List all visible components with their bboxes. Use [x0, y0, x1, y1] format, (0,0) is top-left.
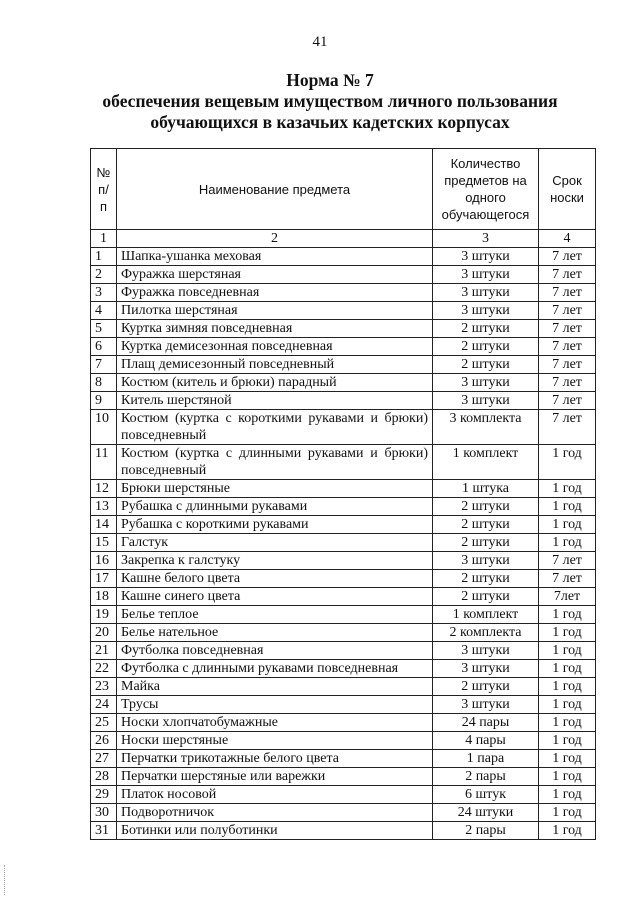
item-name: Закрепка к галстуку	[117, 552, 433, 570]
table-row	[91, 320, 596, 338]
item-name: Носки шерстяные	[117, 732, 433, 750]
item-term: 1 год	[539, 498, 596, 516]
table-row	[91, 822, 596, 840]
item-term: 1 год	[539, 445, 596, 480]
item-name: Футболка повседневная	[117, 642, 433, 660]
item-term: 7 лет	[539, 284, 596, 302]
item-name: Шапка-ушанка меховая	[117, 248, 433, 266]
item-quantity: 3 комплекта	[433, 410, 539, 445]
item-quantity: 1 штука	[433, 480, 539, 498]
item-name: Перчатки трикотажные белого цвета	[117, 750, 433, 768]
row-number: 21	[91, 642, 117, 660]
table-row	[91, 356, 596, 374]
item-name: Кашне белого цвета	[117, 570, 433, 588]
title-line-3: обучающихся в казачьих кадетских корпусах	[150, 112, 510, 132]
item-quantity: 3 штуки	[433, 696, 539, 714]
table-body	[91, 248, 596, 840]
item-name: Брюки шерстяные	[117, 480, 433, 498]
item-name: Куртка демисезонная повседневная	[117, 338, 433, 356]
item-term: 1 год	[539, 606, 596, 624]
item-quantity: 3 штуки	[433, 374, 539, 392]
item-term: 1 год	[539, 768, 596, 786]
item-term: 1 год	[539, 516, 596, 534]
table-row	[91, 606, 596, 624]
item-name: Пилотка шерстяная	[117, 302, 433, 320]
item-quantity: 3 штуки	[433, 642, 539, 660]
item-name: Трусы	[117, 696, 433, 714]
item-quantity: 3 штуки	[433, 284, 539, 302]
item-term: 1 год	[539, 786, 596, 804]
row-number: 6	[91, 338, 117, 356]
item-quantity: 2 комплекта	[433, 624, 539, 642]
item-quantity: 2 пары	[433, 822, 539, 840]
item-name: Рубашка с длинными рукавами	[117, 498, 433, 516]
row-number: 14	[91, 516, 117, 534]
table-row	[91, 480, 596, 498]
item-quantity: 2 штуки	[433, 516, 539, 534]
title-line-1: Норма № 7	[286, 70, 374, 90]
table-row	[91, 445, 596, 480]
item-term: 7лет	[539, 588, 596, 606]
item-quantity: 24 штуки	[433, 804, 539, 822]
item-quantity: 2 штуки	[433, 570, 539, 588]
header-term: Срок носки	[539, 149, 596, 230]
item-quantity: 2 штуки	[433, 356, 539, 374]
row-number: 27	[91, 750, 117, 768]
title-line-2: обеспечения вещевым имуществом личного пользования	[102, 91, 558, 111]
item-term: 7 лет	[539, 302, 596, 320]
row-number: 2	[91, 266, 117, 284]
item-quantity: 3 штуки	[433, 552, 539, 570]
table-row	[91, 786, 596, 804]
row-number: 1	[91, 248, 117, 266]
header-num: № п/п	[91, 149, 117, 230]
item-name: Фуражка шерстяная	[117, 266, 433, 284]
table-row	[91, 552, 596, 570]
item-name: Фуражка повседневная	[117, 284, 433, 302]
row-number: 31	[91, 822, 117, 840]
header-name: Наименование предмета	[117, 149, 433, 230]
item-term: 7 лет	[539, 356, 596, 374]
norm-table	[90, 148, 596, 840]
row-number: 23	[91, 678, 117, 696]
item-term: 7 лет	[539, 338, 596, 356]
item-quantity: 3 штуки	[433, 266, 539, 284]
row-number: 5	[91, 320, 117, 338]
item-term: 7 лет	[539, 570, 596, 588]
table-row	[91, 660, 596, 678]
table-row	[91, 516, 596, 534]
item-name: Носки хлопчатобумажные	[117, 714, 433, 732]
item-name: Костюм (куртка с длинными рукавами и брюки) повседневный	[117, 445, 433, 480]
scan-edge-mark	[4, 865, 7, 895]
item-quantity: 2 пары	[433, 768, 539, 786]
col-index-3: 3	[433, 230, 539, 248]
item-name: Белье нательное	[117, 624, 433, 642]
row-number: 11	[91, 445, 117, 480]
item-term: 7 лет	[539, 552, 596, 570]
row-number: 16	[91, 552, 117, 570]
table-row	[91, 410, 596, 445]
item-quantity: 1 пара	[433, 750, 539, 768]
col-index-2: 2	[117, 230, 433, 248]
item-name: Костюм (куртка с короткими рукавами и брюки) повседневный	[117, 410, 433, 445]
item-quantity: 6 штук	[433, 786, 539, 804]
item-term: 1 год	[539, 714, 596, 732]
item-term: 1 год	[539, 624, 596, 642]
item-name: Кашне синего цвета	[117, 588, 433, 606]
header-qty: Количество предметов на одного обучающегося	[433, 149, 539, 230]
item-term: 1 год	[539, 750, 596, 768]
item-term: 1 год	[539, 696, 596, 714]
table-row	[91, 678, 596, 696]
row-number: 4	[91, 302, 117, 320]
table-row	[91, 804, 596, 822]
row-number: 20	[91, 624, 117, 642]
item-quantity: 3 штуки	[433, 660, 539, 678]
item-term: 1 год	[539, 534, 596, 552]
row-number: 24	[91, 696, 117, 714]
table-row	[91, 642, 596, 660]
table-header-row	[91, 149, 596, 230]
item-quantity: 2 штуки	[433, 498, 539, 516]
item-name: Плащ демисезонный повседневный	[117, 356, 433, 374]
table-row	[91, 768, 596, 786]
item-term: 1 год	[539, 480, 596, 498]
item-quantity: 3 штуки	[433, 302, 539, 320]
item-name: Футболка с длинными рукавами повседневная	[117, 660, 433, 678]
item-quantity: 3 штуки	[433, 248, 539, 266]
row-number: 12	[91, 480, 117, 498]
row-number: 9	[91, 392, 117, 410]
row-number: 29	[91, 786, 117, 804]
item-name: Куртка зимняя повседневная	[117, 320, 433, 338]
item-term: 7 лет	[539, 248, 596, 266]
item-quantity: 4 пары	[433, 732, 539, 750]
item-term: 1 год	[539, 678, 596, 696]
item-name: Галстук	[117, 534, 433, 552]
row-number: 22	[91, 660, 117, 678]
row-number: 10	[91, 410, 117, 445]
row-number: 3	[91, 284, 117, 302]
table-row	[91, 392, 596, 410]
table-row	[91, 732, 596, 750]
item-name: Рубашка с короткими рукавами	[117, 516, 433, 534]
row-number: 19	[91, 606, 117, 624]
document-title	[80, 70, 580, 133]
item-term: 1 год	[539, 822, 596, 840]
col-index-4: 4	[539, 230, 596, 248]
item-term: 1 год	[539, 804, 596, 822]
col-index-1: 1	[91, 230, 117, 248]
table-row	[91, 374, 596, 392]
item-quantity: 1 комплект	[433, 445, 539, 480]
row-number: 26	[91, 732, 117, 750]
table-row	[91, 714, 596, 732]
item-name: Подворотничок	[117, 804, 433, 822]
row-number: 30	[91, 804, 117, 822]
row-number: 17	[91, 570, 117, 588]
row-number: 18	[91, 588, 117, 606]
row-number: 7	[91, 356, 117, 374]
item-term: 7 лет	[539, 266, 596, 284]
item-name: Ботинки или полуботинки	[117, 822, 433, 840]
item-name: Костюм (китель и брюки) парадный	[117, 374, 433, 392]
table-row	[91, 750, 596, 768]
item-name: Белье теплое	[117, 606, 433, 624]
row-number: 28	[91, 768, 117, 786]
item-term: 1 год	[539, 732, 596, 750]
item-name: Китель шерстяной	[117, 392, 433, 410]
table-row	[91, 696, 596, 714]
item-term: 7 лет	[539, 374, 596, 392]
column-index-row	[91, 230, 596, 248]
table-row	[91, 570, 596, 588]
table-row	[91, 266, 596, 284]
item-quantity: 2 штуки	[433, 588, 539, 606]
row-number: 8	[91, 374, 117, 392]
item-quantity: 3 штуки	[433, 392, 539, 410]
table-row	[91, 284, 596, 302]
item-name: Платок носовой	[117, 786, 433, 804]
table-row	[91, 534, 596, 552]
item-term: 1 год	[539, 642, 596, 660]
item-name: Перчатки шерстяные или варежки	[117, 768, 433, 786]
item-name: Майка	[117, 678, 433, 696]
item-quantity: 1 комплект	[433, 606, 539, 624]
item-quantity: 2 штуки	[433, 320, 539, 338]
table-row	[91, 624, 596, 642]
item-term: 7 лет	[539, 410, 596, 445]
item-term: 7 лет	[539, 392, 596, 410]
table-row	[91, 302, 596, 320]
item-quantity: 2 штуки	[433, 534, 539, 552]
page-number: 41	[312, 34, 328, 50]
row-number: 15	[91, 534, 117, 552]
item-term: 7 лет	[539, 320, 596, 338]
row-number: 13	[91, 498, 117, 516]
item-term: 1 год	[539, 660, 596, 678]
table-row	[91, 588, 596, 606]
table-row	[91, 498, 596, 516]
item-quantity: 24 пары	[433, 714, 539, 732]
table-row	[91, 338, 596, 356]
table-row	[91, 248, 596, 266]
item-quantity: 2 штуки	[433, 678, 539, 696]
item-quantity: 2 штуки	[433, 338, 539, 356]
row-number: 25	[91, 714, 117, 732]
